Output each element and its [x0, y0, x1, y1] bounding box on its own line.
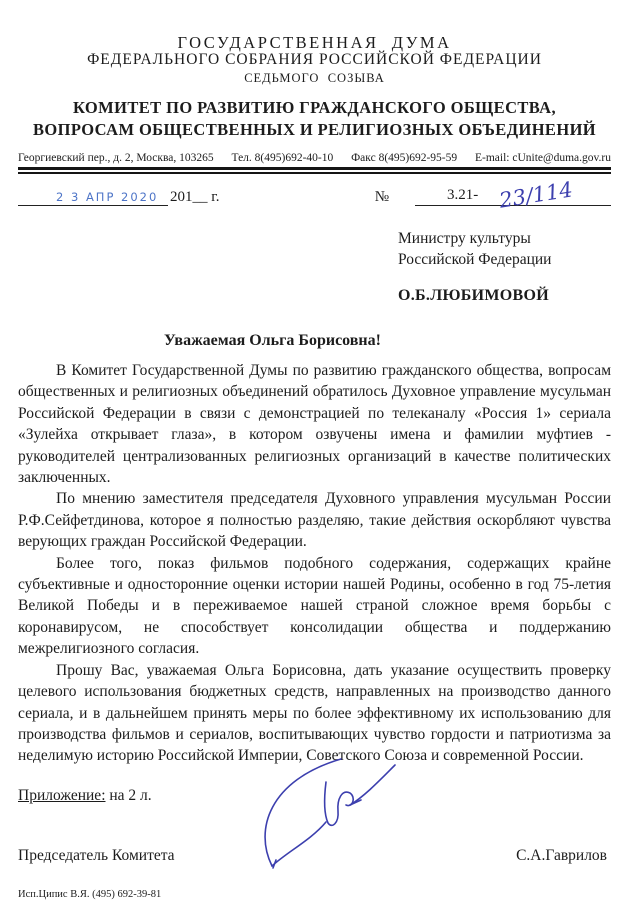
- letter-body: [18, 360, 615, 767]
- email-address: E-mail: cUnite@duma.gov.ru: [475, 152, 611, 164]
- body-paragraph-2: По мнению заместителя председателя Духовного управления мусульман России Р.Ф.Сейфетдинова, которое я полностью разделяю, такие действия оскорбляют чувства верующих граждан Российской Федерации.: [18, 490, 615, 551]
- letterhead-divider-rule: [18, 167, 611, 174]
- signer-position: Председатель Комитета: [18, 846, 175, 864]
- recipient-line1: Министру культуры: [398, 230, 531, 247]
- date-field: [18, 180, 219, 206]
- reference-row: [18, 177, 611, 213]
- executor-line: Исп.Ципис В.Я. (495) 692-39-81: [18, 888, 162, 900]
- recipient-block: [398, 228, 611, 306]
- salutation: Уважаемая Ольга Борисовна!: [164, 332, 381, 349]
- number-line: [415, 177, 611, 213]
- org-name-line2: ФЕДЕРАЛЬНОГО СОБРАНИЯ РОССИЙСКОЙ ФЕДЕРАЦИИ: [87, 51, 542, 68]
- org-convocation-line: СЕДЬМОГО СОЗЫВА: [244, 71, 385, 85]
- recipient-line2: Российской Федерации: [398, 251, 552, 268]
- handwritten-signature: [253, 752, 403, 872]
- number-sign: №: [374, 189, 389, 205]
- committee-title: [18, 97, 611, 141]
- org-name-line1: ГОСУДАРСТВЕННАЯ ДУМА: [177, 33, 452, 52]
- attachment-label: Приложение:: [18, 786, 106, 804]
- year-suffix: 201__ г.: [170, 189, 220, 205]
- body-paragraph-4: Прошу Вас, уважаемая Ольга Борисовна, дать указание осуществить проверку целевого использования бюджетных средств, направленных на производство данного сериала, и в дальнейшем принять меры по более эффективному их использованию для производства фильмов и сериалов, воспитывающих чувство гордости и патриотизма за неделимую историю Российской Империи, Советского Союза и современной России.: [18, 661, 615, 765]
- phone-number: Тел. 8(495)692-40-10: [231, 152, 334, 164]
- number-printed: 3.21-: [447, 187, 479, 203]
- date-line: [54, 187, 168, 206]
- postal-address: Георгиевский пер., д. 2, Москва, 103265: [18, 152, 214, 164]
- letterhead: [18, 34, 611, 174]
- date-blank-line: [18, 187, 54, 206]
- date-stamp: 2 3 АПР 2020: [56, 190, 159, 204]
- committee-title-line1: КОМИТЕТ ПО РАЗВИТИЮ ГРАЖДАНСКОГО ОБЩЕСТВА,: [72, 98, 557, 117]
- committee-title-line2: ВОПРОСАМ ОБЩЕСТВЕННЫХ И РЕЛИГИОЗНЫХ ОБЪЕДИНЕНИЙ: [32, 120, 597, 139]
- number-handwritten: 23/114: [497, 177, 575, 213]
- signer-name: С.А.Гаврилов: [516, 846, 607, 864]
- attachment-value: на 2 л.: [105, 786, 152, 804]
- fax-number: Факс 8(495)692-95-59: [351, 152, 458, 164]
- contact-info-row: [18, 152, 611, 164]
- body-paragraph-1: В Комитет Государственной Думы по развитию гражданского общества, вопросам общественных и религиозных объединений обратилось Духовное управление мусульман Российской Федерации в связи с демонстрацией по телеканалу «Россия 1» сериала «Зулейха открывает глаза», в котором озвучены имена и фамилии муфтиев - руководителей централизованных религиозных организаций в качестве политических заключенных.: [18, 362, 615, 487]
- number-field: [374, 177, 611, 213]
- recipient-name: О.Б.ЛЮБИМОВОЙ: [398, 287, 549, 304]
- body-paragraph-3: Более того, показ фильмов подобного содержания, содержащих крайне субъективные и односторонние оценки истории нашей Родины, особенно в год 75-летия Великой Победы и в переживаемое нашей страной сложное время борьбы с коронавирусом, не способствует консолидации общества и поддержанию межрелигиозного согласия.: [18, 554, 615, 658]
